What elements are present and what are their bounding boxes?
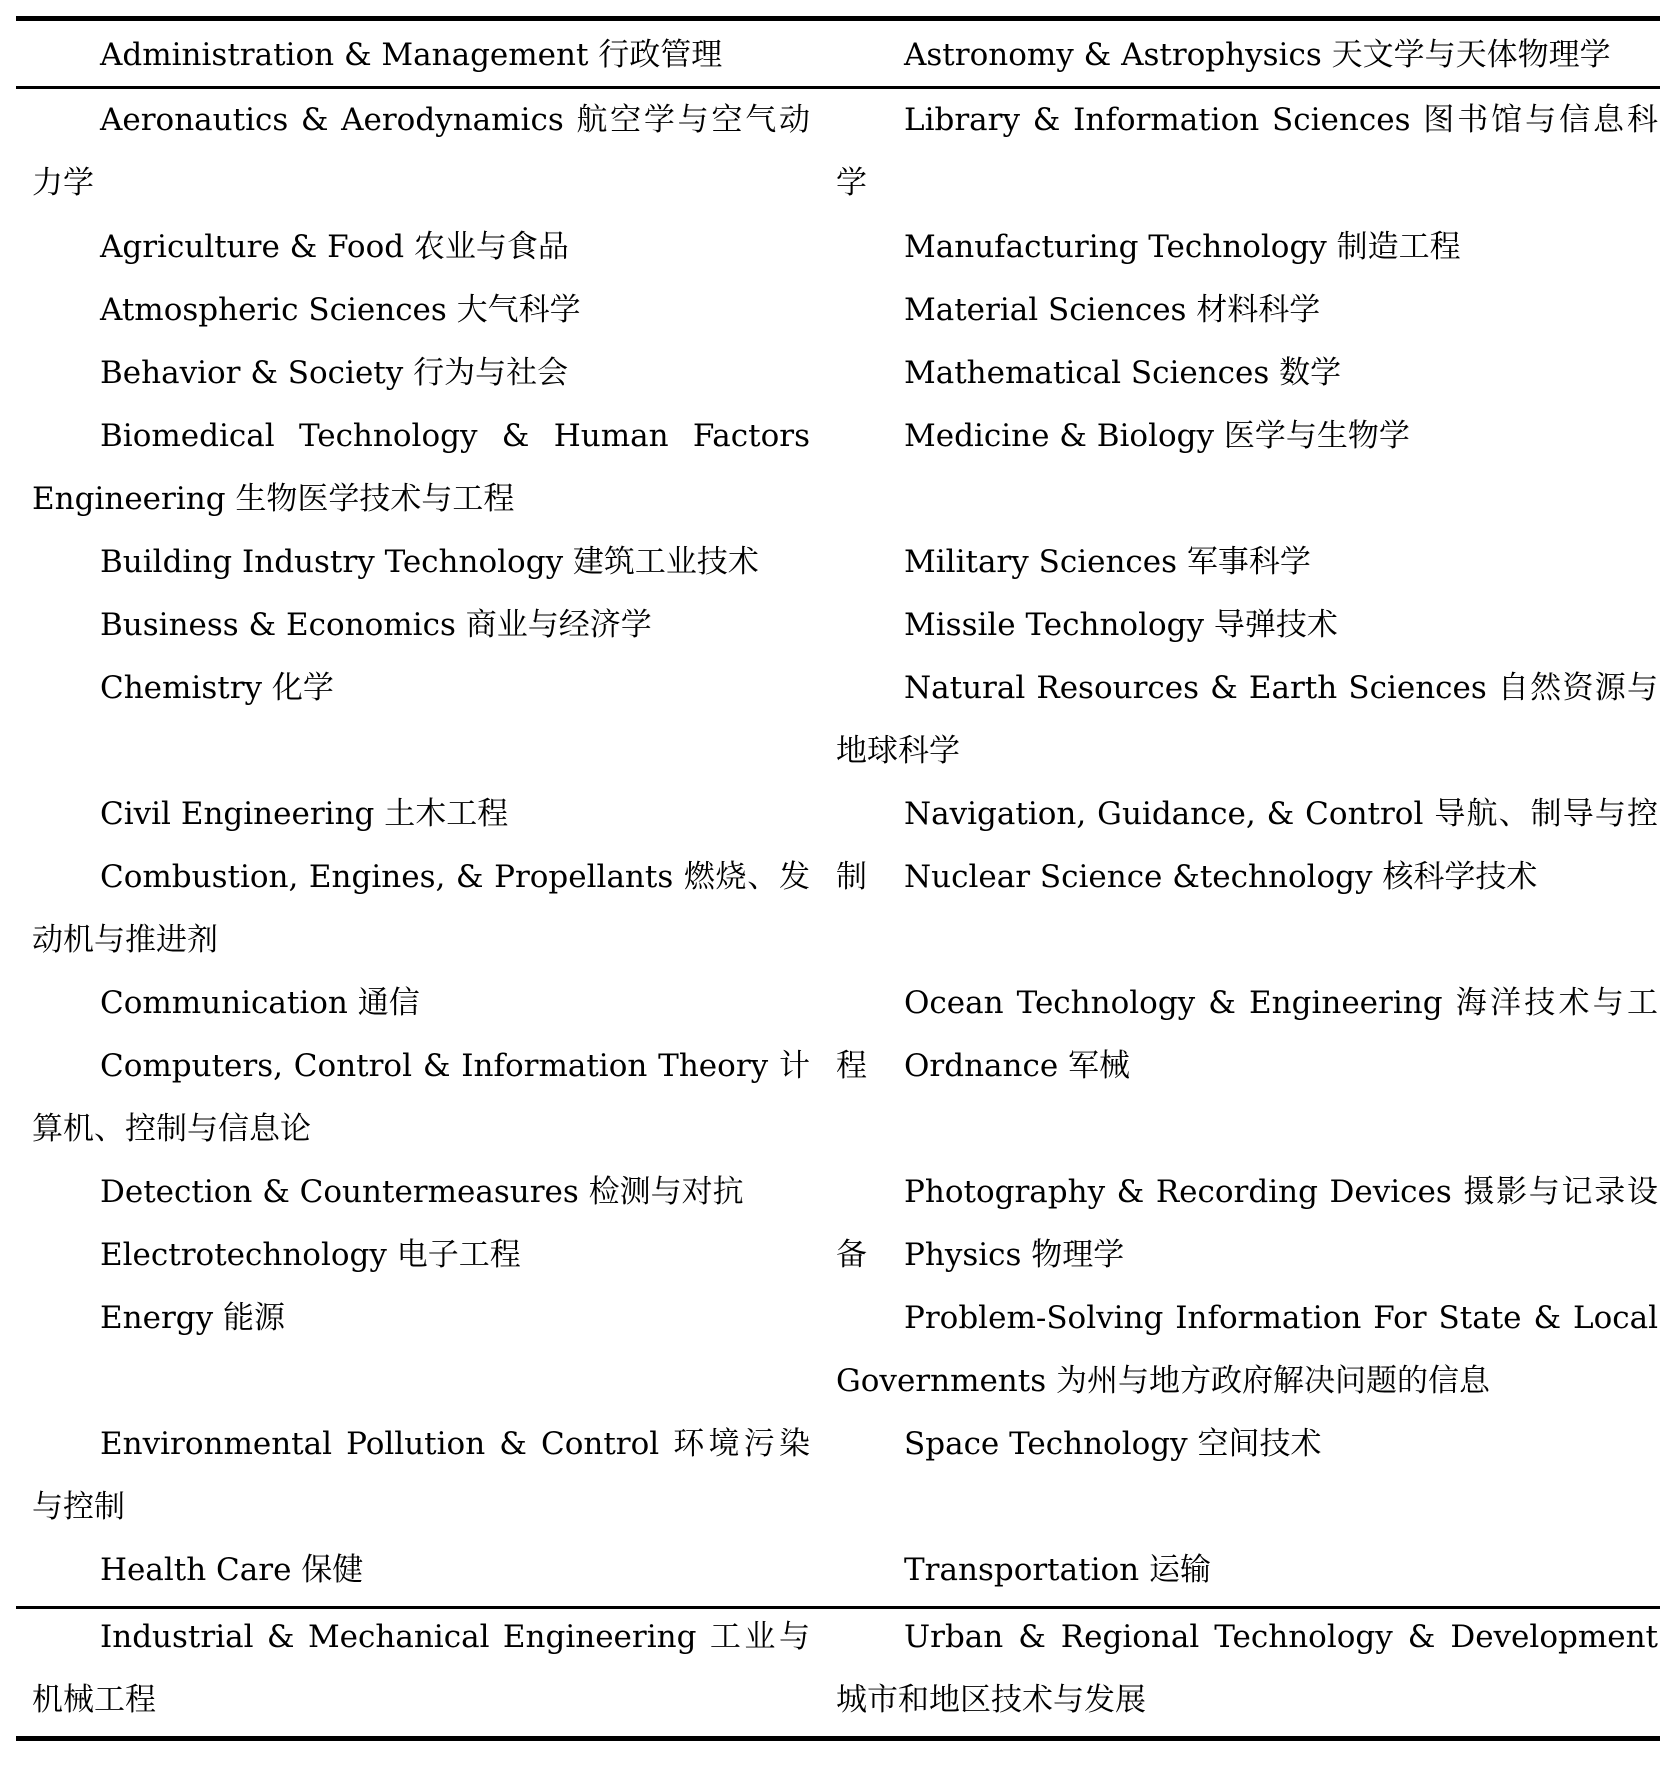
table-cell: Space Technology 空间技术 — [904, 1426, 1322, 1462]
table-cell: Combustion, Engines, & Propellants 燃烧、发动机与推进剂 — [32, 859, 810, 958]
table-cell: Library & Information Sciences 图书馆与信息科学 — [836, 102, 1658, 201]
table-cell: Problem-Solving Information For State & Local Governments 为州与地方政府解决问题的信息 — [836, 1300, 1658, 1399]
table-bottom-rule — [16, 1736, 1660, 1741]
table-cell: Biomedical Technology & Human Factors Engineering 生物医学技术与工程 — [32, 418, 810, 517]
table-cell: Mathematical Sciences 数学 — [904, 355, 1342, 391]
table-cell: Photography & Recording Devices 摄影与记录设备 — [836, 1174, 1658, 1273]
table-cell: Material Sciences 材料科学 — [904, 292, 1321, 328]
table-cell: Energy 能源 — [100, 1300, 285, 1336]
table-cell: Transportation 运输 — [904, 1552, 1211, 1588]
table-cell: Communication 通信 — [100, 985, 420, 1021]
table-cell: Electrotechnology 电子工程 — [100, 1237, 521, 1273]
table-cell: Business & Economics 商业与经济学 — [100, 607, 652, 643]
table-cell: Computers, Control & Information Theory 计算机、控制与信息论 — [32, 1048, 810, 1147]
table-cell: Physics 物理学 — [904, 1237, 1125, 1273]
footer-cell-right: Urban & Regional Technology & Development 城市和地区技术与发展 — [836, 1619, 1658, 1718]
table-cell: Environmental Pollution & Control 环境污染与控制 — [32, 1426, 810, 1525]
table-cell: Missile Technology 导弹技术 — [904, 607, 1338, 643]
table-cell: Building Industry Technology 建筑工业技术 — [100, 544, 759, 580]
table-cell: Civil Engineering 土木工程 — [100, 796, 509, 832]
table-cell: Ordnance 军械 — [904, 1048, 1131, 1084]
table-cell: Behavior & Society 行为与社会 — [100, 355, 569, 391]
table-cell: Manufacturing Technology 制造工程 — [904, 229, 1461, 265]
table-cell: Atmospheric Sciences 大气科学 — [100, 292, 581, 328]
table-cell: Chemistry 化学 — [100, 670, 334, 706]
table-cell: Military Sciences 军事科学 — [904, 544, 1311, 580]
table-cell: Health Care 保健 — [100, 1552, 364, 1588]
table-cell: Agriculture & Food 农业与食品 — [100, 229, 569, 265]
header-cell-left: Administration & Management 行政管理 — [100, 37, 723, 73]
table-cell: Aeronautics & Aerodynamics 航空学与空气动力学 — [32, 102, 810, 201]
table-cell: Ocean Technology & Engineering 海洋技术与工程 — [836, 985, 1658, 1084]
table-cell: Detection & Countermeasures 检测与对抗 — [100, 1174, 744, 1210]
table-cell: Navigation, Guidance, & Control 导航、制导与控制 — [836, 796, 1658, 895]
table-cell: Natural Resources & Earth Sciences 自然资源与地球科学 — [836, 670, 1658, 769]
header-cell-right: Astronomy & Astrophysics 天文学与天体物理学 — [904, 37, 1611, 73]
table-cell: Medicine & Biology 医学与生物学 — [904, 418, 1410, 454]
footer-cell-left: Industrial & Mechanical Engineering 工业与机械工程 — [32, 1619, 810, 1718]
table-cell: Nuclear Science &technology 核科学技术 — [904, 859, 1538, 895]
table-top-rule — [16, 16, 1660, 21]
